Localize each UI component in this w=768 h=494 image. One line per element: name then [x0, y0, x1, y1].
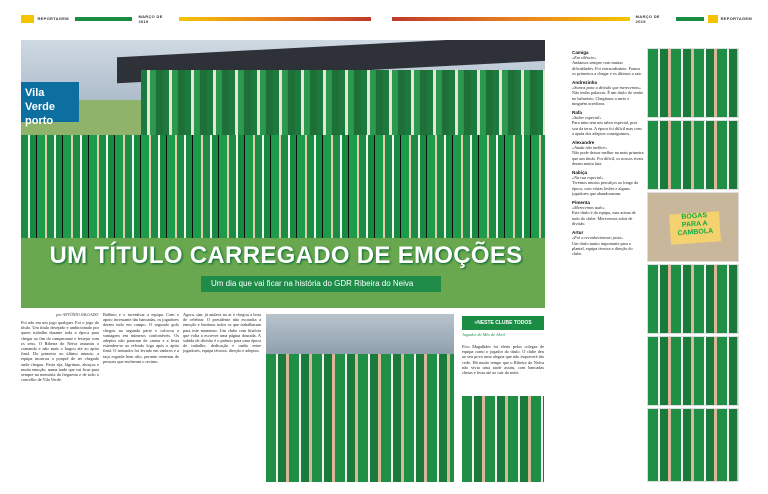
photo-player-trophy — [266, 314, 454, 482]
quote-text: Um título muito importante para o plantel, equipa técnica e direção do clube. — [572, 240, 633, 256]
masthead-month: MARÇO DE 2019 — [138, 13, 163, 24]
photo-strip-2 — [647, 120, 739, 190]
quote-name: Andrezinho — [572, 80, 598, 86]
left-masthead — [21, 14, 371, 23]
article-col-3: Agora, sim, já andava no ar e chegou a hora de celebrar. O presidente não escondia a emoção e lembrou todos os que trabalharam para este momento. Um clube com história que volta a escrever uma página dourada. A subida de divisão é o prémio para uma época de trabalho, dedicação e união entre jogadores, equipa técnica, direção e adeptos. — [183, 312, 261, 354]
sidebox-title: «NESTE CLUBE TODOS CONTAM» — [462, 316, 544, 330]
masthead-label-right: REPORTAGEM — [720, 16, 752, 21]
quote-text: Não tenho palavras. É um título do senão no balneário. Chegámos a meio e ninguém acreditou. — [572, 90, 643, 106]
headline: UM TÍTULO CARREGADO DE EMOÇÕES — [49, 242, 523, 269]
quote-name: Rafa — [572, 110, 582, 116]
sponsor-banner: Vila Verde porto — [21, 82, 79, 122]
quote-name: Nabiça — [572, 170, 588, 176]
quote-name: Camiga — [572, 50, 589, 55]
article-col-1: Foi não em um jogo qualquer. Foi o jogo do título. Um título desejado e ambicionado por quem trabalha durante toda a época para chegar ao fim do campeonato e festejar com os seus. O Ribeira do Neiva assumiu o comando e não mais o largou até ao apito final. Do primeiro ao último minuto, a equipa mostrou o porquê de ter chegado onde chegou. Festa rija, lágrimas, abraços e muita emoção, numa tarde que vai ficar para sempre na memória da freguesia e de todo o concelho de Vila Verde. — [21, 320, 99, 383]
quote-text: Andamos sempre com muitas dificuldades. Foi extraordinário. Fomos os primeiros a chegar e os últimos a sair. — [572, 60, 642, 76]
subheadline — [201, 276, 441, 292]
quote-name: Alexandre — [572, 140, 595, 146]
photo-strip-3 — [647, 192, 739, 262]
article-col-2: Balbino e o incentivar a equipa. Com o apoio incessante das bancadas, os jogadores deram tudo em campo. O segundo golo chegou na segunda parte e colocou a vantagem em números confortáveis. Os adeptos não pararam de cantar e a festa estendeu-se ao relvado logo após o apito final. O treinador foi levado em ombros e a taça erguida bem alto, perante centenas de pessoas que encheram o recinto. — [103, 312, 179, 364]
quote-name: Pimenta — [572, 200, 590, 206]
quote-title: «Ainda não melhor» — [572, 145, 608, 151]
hero-photo — [21, 40, 545, 308]
quote-title: «Na rua especial» — [572, 175, 604, 181]
photo-players-group — [462, 396, 544, 482]
right-masthead — [392, 14, 752, 23]
team-celebration — [21, 135, 545, 245]
quote-title: «Foi o reconhecimento justo» — [572, 235, 624, 241]
subhead-text: Um dia que vai ficar na história do GDR Ribeira do Neiva — [211, 279, 414, 288]
sidebox-text: Fico Magalhães foi eleito pelos colegas de equipa como o jogador do título. O clube deu ao seu povo uma alegria que não esquecerá tão cedo. Há muito tempo que o Ribeira do Neiva não vivia uma tarde assim, com bancadas cheias e festa até ao cair da noite. — [462, 344, 544, 376]
quote-title: «Merecemos tudo» — [572, 205, 605, 211]
quote-block — [572, 200, 644, 226]
quote-block — [572, 140, 644, 166]
photo-strip-4 — [647, 264, 739, 334]
quote-block — [572, 50, 644, 76]
byline: por ANTÓNIO SALGADO — [56, 312, 99, 317]
quote-block — [572, 80, 644, 106]
photo-strip-5 — [647, 336, 739, 406]
quote-title: «Em silêncio» — [572, 55, 597, 61]
photo-sky — [266, 314, 454, 354]
quote-text: Este título é da equipa, mas acima de tudo do clube. Merecemos subir de divisão. — [572, 210, 636, 226]
quote-text: Não pode deixar melhor na mais primeira que um título. Foi difícil, os nossos rivais deram muita luta. — [572, 150, 644, 166]
photo-strip-1 — [647, 48, 739, 118]
masthead-label: REPORTAGEM — [37, 16, 69, 21]
quote-title: «Somos para a divisão que merecemos» — [572, 85, 641, 91]
sidebox-caption: Jogador do Mês de Abril — [462, 332, 505, 337]
quote-block — [572, 170, 644, 196]
quote-text: Para mim tem um sabor especial, pois sou da terra. A época foi difícil mas com a ajuda dos adeptos conseguimos. — [572, 120, 642, 136]
quote-block — [572, 110, 644, 136]
quote-text: Tivemos muitos percalços ao longo da época, com várias lesões e alguns jogadores que abandonaram. — [572, 180, 639, 196]
fan-sign: BOGAS PARA A CAMBOLA — [669, 211, 721, 244]
quote-block — [572, 230, 644, 256]
masthead-month-right: MARÇO DE 2019 — [635, 13, 660, 24]
quote-name: Artur — [572, 230, 584, 236]
quote-title: «Saber especial» — [572, 115, 602, 121]
quotes-column — [572, 50, 644, 482]
photo-strip-6 — [647, 408, 739, 482]
